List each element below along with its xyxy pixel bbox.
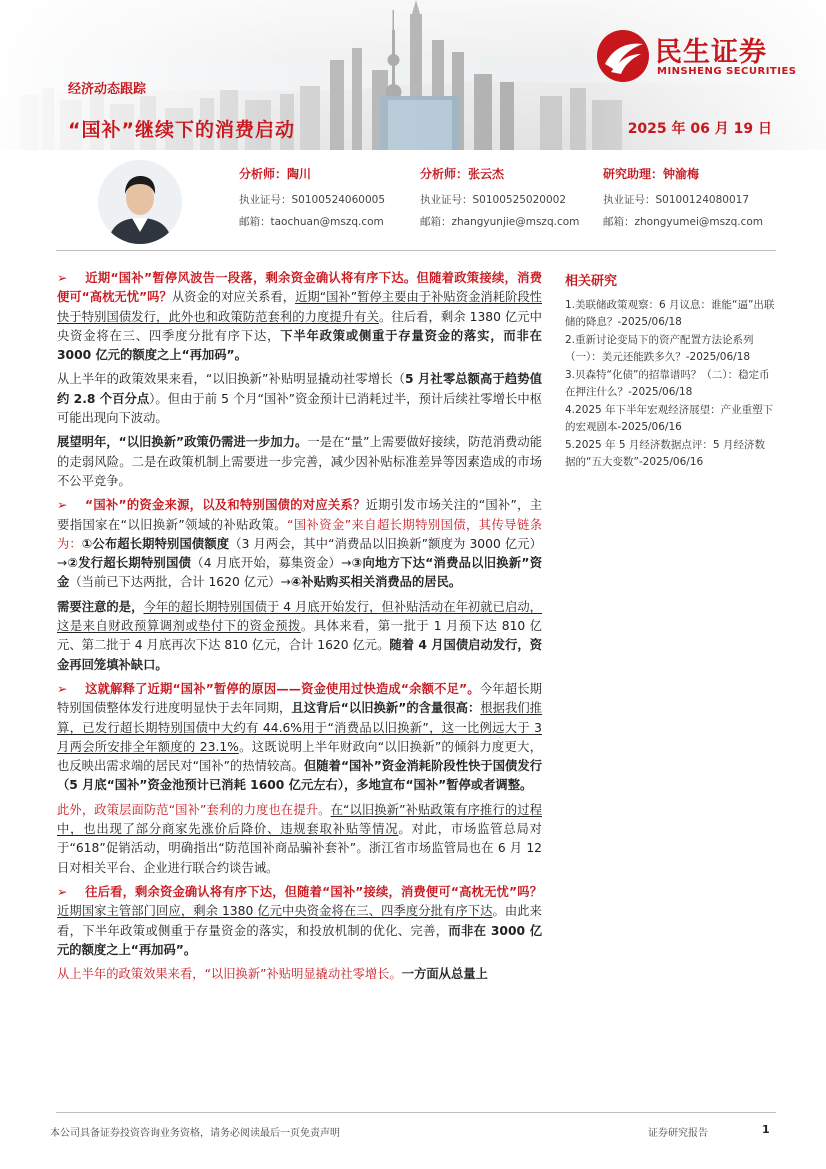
document-type-label: 经济动态跟踪 (68, 82, 147, 97)
text-span: 但随着“国补”资金消耗阶段性快于国债发行（5 月底“国补”资金池预计已消耗 1600 亿元左右），多地宣布“国补”暂停或者调整。 (57, 759, 542, 793)
text-span: 。对此，市场监管总局对于“618”促销活动，明确指出“防范国补商品骗补套补”。浙江省市场监管局也在 6 月 12 日对相关平台、企业进行联合约谈告诫。 (57, 822, 542, 875)
brand-name-cn: 民生证券 (655, 37, 767, 68)
analyst-email[interactable]: 邮箱：zhangyunjie@mszq.com (420, 216, 580, 228)
text-span: ）。但由于前 5 个月“国补”资金预计已消耗过半，预计后续社零增长中枢可能出现向下波动。 (57, 391, 542, 426)
analyst-cert: 执业证号：S0100525020002 (420, 194, 567, 206)
text-span: 。具体来看，第一批于 1 月预下达 810 亿元、第二批于 4 月底再次下达 810 亿元，合计 1620 亿元。 (57, 619, 542, 653)
analyst-block-2 (420, 165, 579, 236)
text-span: 5 月社零总额高于趋势值约 2.8 个百分点 (57, 372, 542, 406)
paragraph-5 (57, 598, 542, 675)
header-divider (56, 250, 776, 251)
report-body (57, 269, 542, 989)
page-number: 1 (762, 1123, 770, 1136)
related-research-item[interactable]: 5.2025 年 5 月经济数据点评：5 月经济数据的“五大变数”-2025/06/16 (565, 439, 765, 468)
text-span: 一方面从总量上 (401, 967, 488, 982)
report-date: 2025 年 06 月 19 日 (627, 121, 772, 137)
paragraph-6 (57, 680, 542, 796)
footer-divider (56, 1112, 776, 1113)
text-span: 在“以旧换新”补贴政策有序推行的过程中，也出现了部分商家先涨价后降价、违规套取补贴等情况 (57, 802, 542, 837)
paragraph-4-heading: “国补”的资金来源，以及和特别国债的对应关系？ (85, 498, 366, 513)
analyst-cert: 执业证号：S0100524060005 (239, 194, 386, 206)
paragraph-7 (57, 801, 542, 878)
related-research-item[interactable]: 4.2025 年下半年宏观经济展望：产业重塑下的宏观剧本-2025/06/16 (565, 404, 774, 433)
analyst-email[interactable]: 邮箱：taochuan@mszq.com (239, 216, 384, 228)
text-span: 展望明年，“以旧换新”政策仍需进一步加力。 (57, 435, 308, 450)
brand-name-en: MINSHENG SECURITIES (657, 66, 797, 77)
text-span: 今年超长期特别国债整体发行进度明显快于去年同期， (57, 681, 542, 716)
text-span: 。往后看，剩余 1380 亿元中央资金将在三、四季度分批有序下达， (57, 309, 542, 343)
analyst-portrait-image (98, 160, 182, 244)
analyst-cert: 执业证号：S0100124080017 (603, 194, 750, 206)
bullet-arrow-icon: ➢ (57, 498, 68, 513)
analyst-block-1 (239, 165, 385, 236)
paragraph-1-heading: 近期“国补”暂停风波告一段落，剩余资金确认将有序下达。但随着政策接续，消费便可“高枕无忧”吗？ (57, 271, 542, 305)
text-span: ③向地方下达“消费品以旧换新”资金 (57, 556, 543, 590)
text-span: 根据我们推算，已发行超长期特别国债中大约有 44.6%用于“消费品以旧换新”，这一比例远大于 3 月两会所安排全年额度的 23.1% (57, 701, 542, 754)
analyst-block-3 (603, 165, 763, 236)
text-span: 此外，政策层面防范“国补”套利的力度也在提升。 (57, 802, 331, 817)
related-research-sidebar (565, 270, 775, 472)
analyst-name: 研究助理：钟渝梅 (603, 167, 700, 181)
report-title: “国补”继续下的消费启动 (68, 119, 295, 141)
text-span: 。这既说明上半年财政向“以旧换新”的倾斜力度更大，也反映出需求端的居民对“国补”的热情较高。 (57, 739, 542, 774)
bullet-arrow-icon: ➢ (57, 681, 68, 696)
footer-disclaimer: 本公司具备证券投资咨询业务资格，请务必阅读最后一页免责声明 (50, 1128, 340, 1139)
text-span: 下半年政策或侧重于存量资金的落实，而非在 3000 亿元的额度之上“再加码”。 (57, 328, 542, 363)
text-span: 从上半年的政策效果来看，“以旧换新”补贴明显撬动社零增长。 (57, 967, 402, 982)
analyst-email[interactable]: 邮箱：zhongyumei@mszq.com (603, 216, 764, 228)
text-span: 一是在“量”上需要做好接续，防范消费动能的走弱风险。二是在政策机制上需要进一步完善，减少因补贴标准差异等因素造成的市场不公平竞争。 (57, 435, 542, 488)
related-research-list (565, 297, 775, 470)
text-span: 从上半年的政策效果来看，“以旧换新”补贴明显撬动社零增长（ (57, 372, 406, 387)
text-span: 且这背后“以旧换新”的含量很高： (291, 701, 481, 716)
text-span: ②发行超长期特别国债 (67, 556, 192, 571)
text-span: 近期国家主管部门回应，剩余 1380 亿元中央资金将在三、四季度分批有序下达 (57, 904, 493, 919)
text-span: 而非在 3000 亿元的额度之上“再加码”。 (57, 923, 542, 957)
text-span: ④补贴购买相关消费品的居民。 (290, 575, 462, 590)
footer-report-type: 证券研究报告 (648, 1128, 708, 1139)
paragraph-9 (57, 965, 542, 984)
minsheng-logo-icon (595, 28, 651, 84)
analyst-name: 分析师：陶川 (239, 167, 312, 181)
minsheng-logo (595, 28, 800, 86)
text-span: ①公布超长期特别国债额度 (81, 536, 230, 551)
text-span: “国补资金”来自超长期特别国债，其传导链条为： (57, 517, 542, 551)
paragraph-6-heading: 这就解释了近期“国补”暂停的原因——资金使用过快造成“余额不足”。 (85, 681, 480, 696)
text-span: 今年的超长期特别国债于 4 月底开始发行，但补贴活动在年初就已启动，这是来自财政预算调剂或垫付下的资金预拨 (57, 599, 542, 634)
related-research-item[interactable]: 1.美联储政策观察：6 月议息：谁能“逼”出联储的降息？-2025/06/18 (565, 299, 775, 328)
bullet-arrow-icon: ➢ (57, 884, 68, 899)
bullet-arrow-icon: ➢ (57, 271, 68, 285)
text-span: （4 月底开始，募集资金）→ (191, 556, 352, 571)
text-span: 从资金的对应关系看， (171, 290, 296, 305)
related-research-title: 相关研究 (565, 274, 618, 289)
paragraph-8-heading: 往后看，剩余资金确认将有序下达，但随着“国补”接续，消费便可“高枕无忧”吗？ (85, 884, 542, 899)
text-span: 近期“国补”暂停主要由于补贴资金消耗阶段性快于特别国债发行，此外也和政策防范套利的力度提升有关 (57, 290, 542, 324)
text-span: 需要注意的是， (57, 599, 144, 614)
header-banner (0, 0, 826, 150)
paragraph-4 (57, 496, 542, 592)
related-research-item[interactable]: 2.重新讨论变局下的资产配置方法论系列（一）：美元还能跌多久？-2025/06/18 (565, 334, 754, 363)
paragraph-8 (57, 883, 542, 960)
text-span: 。由此来看，下半年政策或侧重于存量资金的落实，和投放机制的优化、完善， (57, 904, 542, 938)
text-span: （3 月两会，其中“消费品以旧换新”额度为 3000 亿元）→ (57, 536, 542, 571)
text-span: 近期引发市场关注的“国补”，主要指国家在“以旧换新”领域的补贴政策。 (57, 498, 542, 532)
text-span: 随着 4 月国债启动发行，资金再回笼填补缺口。 (57, 638, 543, 672)
analyst-name: 分析师：张云杰 (420, 167, 505, 181)
text-span: （当前已下达两批，合计 1620 亿元）→ (69, 575, 291, 590)
related-research-item[interactable]: 3.贝森特“化债”的招靠谱吗？（二）：稳定币在押注什么？-2025/06/18 (565, 369, 770, 398)
paragraph-2 (57, 370, 542, 428)
paragraph-1 (57, 269, 542, 365)
paragraph-3 (57, 433, 542, 491)
analyst-avatar (98, 160, 182, 244)
